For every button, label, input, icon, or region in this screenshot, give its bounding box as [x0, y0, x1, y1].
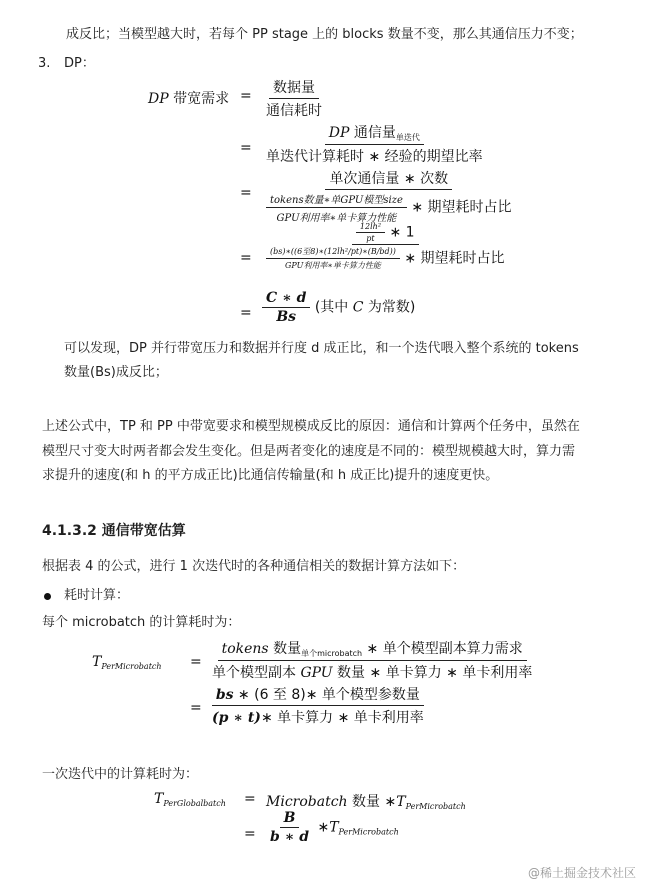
para-line-3: 求提升的速度(和 h 的平方成正比)比通信传输量(和 h 成正比)提升的速度更快。	[42, 468, 499, 483]
dp-eq-sign-5: =	[240, 305, 252, 321]
micro-eq-row2	[208, 684, 428, 727]
micro-eq-r1-den-b: 数量 ∗ 单卡算力 ∗ 单卡利用率	[332, 665, 533, 681]
micro-eq-sign-2: =	[190, 700, 202, 716]
dp-eq-sign-1: =	[240, 88, 252, 104]
section-heading: 4.1.3.2 通信带宽估算	[42, 523, 186, 539]
global-eq-row2	[266, 810, 399, 845]
micro-eq-r1-num-sub: 单个microbatch	[301, 649, 363, 658]
micro-eq-r2-num-var: bs	[215, 687, 234, 703]
dp-eq-r5-num: C ∗ d	[262, 290, 310, 308]
micro-eq-row1	[208, 638, 536, 682]
watermark: @稀土掘金技术社区	[528, 866, 637, 880]
micro-eq-r2-num-text: ∗ (6 至 8)∗ 单个模型参数量	[233, 687, 420, 703]
global-eq-sign-2: =	[244, 826, 256, 842]
dp-eq-lhs-var: DP	[148, 91, 169, 107]
global-eq-lhs-var: T	[154, 791, 164, 807]
dp-eq-row2	[262, 122, 487, 166]
micro-eq-r1-num-text: 数量	[268, 641, 302, 657]
para-line-1: 上述公式中，TP 和 PP 中带宽要求和模型规模成反比的原因：通信和计算两个任务中，虽然在	[42, 419, 580, 434]
dp-eq-lhs	[148, 88, 229, 108]
micro-eq-lhs	[92, 654, 162, 671]
dp-eq-r1-den: 通信耗时	[266, 103, 322, 119]
dp-eq-r2-num-text: 通信量	[349, 125, 396, 141]
global-eq-row1	[266, 791, 466, 811]
global-eq-r2-times: ∗	[317, 819, 330, 836]
dp-eq-r5-tail-var: C	[352, 299, 364, 316]
global-eq-lhs	[154, 791, 226, 808]
global-eq-r2-tvar: T	[329, 819, 339, 836]
dp-eq-r4-den-den: GPU利用率∗单卡算力性能	[285, 261, 381, 270]
dp-eq-r4-num-tail: ∗ 1	[389, 224, 415, 241]
dp-note-line-1: 可以发现，DP 并行带宽压力和数据并行度 d 成正比，和一个迭代喂入整个系统的 tokens	[64, 341, 579, 356]
dp-eq-r3-den-num: tokens数量∗单GPU模型size	[266, 191, 407, 208]
micro-eq-r1-num-tail: ∗ 单个模型副本算力需求	[362, 641, 523, 657]
dp-note-line-2: 数量(Bs)成反比；	[64, 365, 168, 380]
micro-eq-lhs-var: T	[92, 654, 102, 670]
global-intro: 一次迭代中的计算耗时为：	[42, 767, 199, 782]
micro-intro: 每个 microbatch 的计算耗时为：	[42, 615, 241, 630]
global-eq-r1-tvar: T	[396, 794, 406, 810]
dp-eq-r3-num: 单次通信量 ∗ 次数	[325, 168, 452, 190]
dp-eq-sign-2: =	[240, 140, 252, 156]
dp-eq-r2-num-var: DP	[328, 125, 350, 141]
global-eq-r2-num: B	[280, 810, 300, 828]
global-eq-lhs-sub: PerGlobalbatch	[163, 799, 226, 808]
dp-eq-r1-num: 数据量	[269, 77, 319, 99]
global-eq-r1-var: Microbatch	[266, 794, 348, 810]
dp-eq-r4-num-den: pt	[366, 234, 375, 243]
micro-eq-r1-num-var: tokens	[221, 641, 269, 657]
dp-eq-sign-3: =	[240, 185, 252, 201]
dp-eq-r5-tail-a: (其中	[314, 299, 353, 316]
dp-item-label: DP：	[64, 56, 95, 71]
bullet-dot	[44, 593, 51, 600]
dp-eq-r3-den-den: GPU利用率∗单卡算力性能	[276, 213, 397, 224]
dp-eq-row4	[262, 222, 509, 271]
micro-eq-sign-1: =	[190, 654, 202, 670]
dp-eq-sign-4: =	[240, 250, 252, 266]
dp-eq-row5	[262, 290, 415, 325]
micro-eq-r2-den-var: (p ∗ t)	[212, 710, 261, 726]
micro-eq-r1-den-var: GPU	[300, 665, 333, 681]
dp-eq-row1	[262, 77, 326, 120]
top-line: 成反比；当模型越大时，若每个 PP stage 上的 blocks 数量不变，那么其通信压力不变；	[66, 27, 583, 42]
global-eq-r2-tsub: PerMicrobatch	[338, 827, 399, 837]
micro-eq-r1-den-a: 单个模型副本	[212, 665, 301, 681]
dp-eq-r5-tail-b: 为常数)	[363, 299, 416, 316]
dp-eq-lhs-text: 带宽需求	[168, 91, 230, 107]
dp-eq-row3	[262, 168, 516, 224]
global-eq-r1-text: 数量 ∗	[347, 794, 397, 810]
bullet-label: 耗时计算：	[64, 588, 130, 603]
global-eq-r2-den: b ∗ d	[270, 829, 309, 845]
para-line-2: 模型尺寸变大时两者都会发生变化。但是两者变化的速度是不同的：模型规模越大时，算力需	[42, 444, 576, 459]
dp-eq-r2-den: 单迭代计算耗时 ∗ 经验的期望比率	[266, 149, 483, 165]
micro-eq-r2-den-text: ∗ 单卡算力 ∗ 单卡利用率	[260, 710, 424, 726]
dp-item-number: 3.	[38, 56, 51, 71]
dp-eq-r2-num-sub: 单迭代	[395, 133, 420, 142]
global-eq-r1-tsub: PerMicrobatch	[405, 802, 466, 811]
dp-eq-r3-den-tail: ∗ 期望耗时占比	[411, 199, 512, 216]
section-intro: 根据表 4 的公式，进行 1 次迭代时的各种通信相关的数据计算方法如下：	[42, 559, 466, 574]
dp-eq-r4-num-num: 12lh²	[356, 222, 385, 233]
dp-eq-r5-den: Bs	[276, 309, 297, 325]
global-eq-sign-1: =	[244, 791, 256, 807]
micro-eq-lhs-sub: PerMicrobatch	[101, 662, 162, 671]
dp-eq-r4-den-tail: ∗ 期望耗时占比	[404, 250, 505, 267]
dp-eq-r4-den-num: (bs)∗((6至8)∗(12lh²/pt)∗(B/bd))	[266, 246, 400, 259]
